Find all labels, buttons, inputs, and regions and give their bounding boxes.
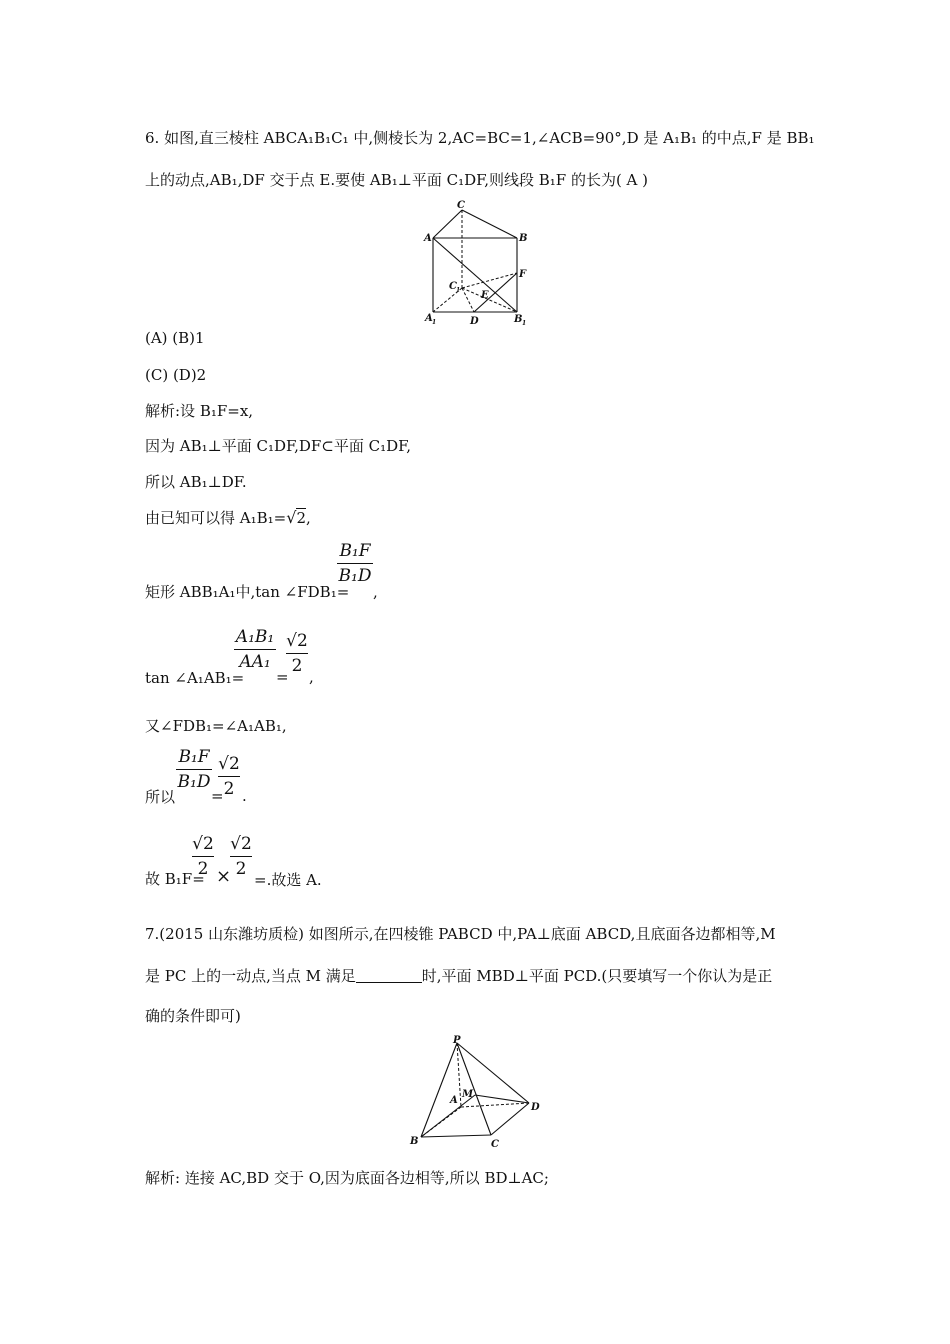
segment-AB1 [433, 238, 517, 312]
sol6-line5 [145, 582, 349, 602]
numerator: A₁B₁ [235, 627, 275, 647]
label-A1-sub: 1 [432, 319, 437, 326]
edge-BC [421, 1135, 491, 1137]
pyramid-figure [405, 1035, 550, 1150]
sol6-line7: 又∠FDB₁=∠A₁AB₁, [145, 717, 287, 735]
edge-CB [462, 210, 517, 238]
edge-AD [461, 1103, 529, 1107]
label-A: A [424, 233, 432, 244]
times-sign: × [216, 866, 232, 887]
edge-C1B1 [462, 288, 517, 312]
sol6-line2: 因为 AB₁⊥平面 C₁DF,DF⊂平面 C₁DF, [145, 437, 411, 455]
label-M: M [462, 1089, 474, 1100]
denominator: 2 [223, 779, 235, 799]
fraction-bar [337, 563, 373, 564]
sol6-line8 [145, 787, 175, 807]
sol6-line5-text: 矩形 ABB₁A₁中,tan ∠FDB₁= [145, 583, 350, 601]
label-B: B [410, 1136, 419, 1147]
numerator: B₁F [178, 747, 210, 767]
denominator: AA₁ [239, 652, 271, 672]
sol7-line1: 解析: 连接 AC,BD 交于 O,因为底面各边相等,所以 BD⊥AC; [145, 1169, 549, 1187]
label-D: D [531, 1102, 540, 1113]
fraction-bar [176, 769, 212, 770]
sol6-line5-comma: , [373, 583, 378, 601]
label-D: D [470, 316, 479, 327]
fraction-bar [218, 776, 240, 777]
sol6-line8-text: 所以 [145, 788, 176, 806]
numerator: √2 [218, 754, 240, 774]
denominator: 2 [291, 656, 303, 676]
label-C: C [491, 1139, 499, 1150]
label-E: E [481, 290, 489, 301]
denominator: 2 [197, 859, 209, 879]
edge-CA [433, 210, 462, 238]
q6-options-1: (A) (B)1 [145, 329, 205, 347]
fraction-B1F-over-B1D [337, 540, 373, 587]
sol6-line8-eq: = [211, 787, 224, 805]
sol6-line4 [145, 508, 311, 528]
denominator: 2 [235, 859, 247, 879]
fraction-bar [230, 856, 252, 857]
fraction-bar [192, 856, 214, 857]
label-A1: A [425, 313, 433, 324]
q7-line2 [145, 966, 772, 986]
sol6-line4-text: 由已知可以得 A₁B₁= [145, 509, 287, 527]
q7-line2-prefix: 是 PC 上的一动点,当点 M 满足 [145, 967, 356, 985]
label-C: C [457, 200, 465, 211]
fraction-sqrt2-over-2-b [218, 753, 240, 800]
sol6-line6-comma: , [309, 668, 314, 686]
label-C1-sub: 1 [456, 287, 461, 294]
numerator: B₁F [339, 541, 371, 561]
sol6-line1: 解析:设 B₁F=x, [145, 402, 254, 420]
label-B1: B [514, 314, 523, 325]
q7-line3: 确的条件即可) [145, 1007, 241, 1025]
label-A: A [450, 1095, 458, 1106]
denominator: B₁D [177, 772, 211, 792]
fraction-A1B1-over-AA1 [234, 626, 276, 673]
numerator: √2 [286, 631, 308, 651]
sol6-line8-period: . [242, 787, 247, 805]
sol6-line6 [145, 668, 244, 688]
fraction-sqrt2-over-2-a [286, 630, 308, 677]
label-C1: C [449, 281, 457, 292]
sol6-line3: 所以 AB₁⊥DF. [145, 473, 247, 491]
prism-figure [420, 198, 535, 328]
sol6-line6-text: tan ∠A₁AB₁= [145, 669, 245, 687]
fraction-sqrt2-over-2-d [230, 833, 252, 880]
sqrt-symbol: √ [286, 508, 297, 527]
segment-C1D [462, 288, 474, 312]
fraction-sqrt2-over-2-c [192, 833, 214, 880]
label-P: P [453, 1035, 461, 1046]
sol6-line9-text: 故 B₁F= [145, 870, 205, 888]
q6-line1: 6. 如图,直三棱柱 ABCA₁B₁C₁ 中,侧棱长为 2,AC=BC=1,∠ACB=90°,D 是 A₁B₁ 的中点,F 是 BB₁ [145, 129, 815, 147]
sol6-line9-tail: =.故选 A. [254, 871, 322, 889]
edge-CD [491, 1103, 529, 1135]
fraction-bar [234, 649, 276, 650]
sqrt-radicand: 2 [296, 509, 306, 527]
label-F: F [519, 269, 527, 280]
sol6-line4-comma: , [305, 509, 311, 527]
q6-line2: 上的动点,AB₁,DF 交于点 E.要使 AB₁⊥平面 C₁DF,则线段 B₁F 的长为( A ) [145, 171, 649, 189]
fraction-bar [286, 653, 308, 654]
answer-blank[interactable] [356, 968, 422, 983]
denominator: B₁D [338, 566, 372, 586]
q7-line1: 7.(2015 山东潍坊质检) 如图所示,在四棱锥 PABCD 中,PA⊥底面 ABCD,且底面各边都相等,M [145, 925, 776, 943]
numerator: √2 [192, 834, 214, 854]
sol6-line6-eq: = [276, 668, 289, 686]
q7-line2-suffix: 时,平面 MBD⊥平面 PCD.(只要填写一个你认为是正 [421, 967, 773, 985]
q6-options-2: (C) (D)2 [145, 366, 207, 384]
label-B: B [519, 233, 528, 244]
fraction-B1F-over-B1D-b [176, 746, 212, 793]
numerator: √2 [230, 834, 252, 854]
label-B1-sub: 1 [522, 320, 527, 327]
